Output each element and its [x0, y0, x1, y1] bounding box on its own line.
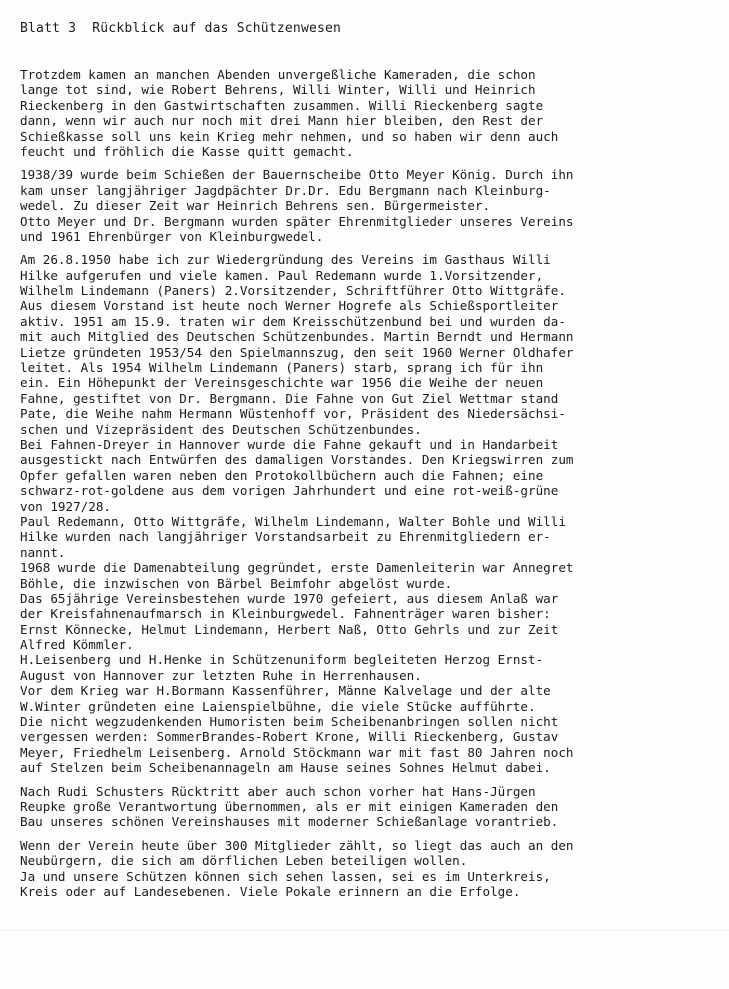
text-line: ausgestickt nach Entwürfen des damaligen Vorstandes. Den Kriegswirren zum — [20, 452, 574, 468]
paragraph — [20, 167, 720, 244]
text-line: Kreis oder auf Landesebenen. Viele Pokale erinnern an die Erfolge. — [20, 883, 521, 899]
text-line: Hilke wurden nach langjähriger Vorstandsarbeit zu Ehrenmitgliedern er- — [20, 529, 551, 545]
text-line: Bau unseres schönen Vereinshauses mit moderner Schießanlage vorantrieb. — [20, 814, 559, 830]
text-line: wedel. Zu dieser Zeit war Heinrich Behrens sen. Bürgermeister. — [20, 198, 491, 214]
text-line: Lietze gründeten 1953/54 den Spielmannszug, den seit 1960 Werner Oldhafer — [20, 344, 574, 360]
text-line: kam unser langjähriger Jagdpächter Dr.Dr. Edu Bergmann nach Kleinburg- — [20, 182, 551, 198]
text-line: schwarz-rot-goldene aus dem vorigen Jahrhundert und eine rot-weiß-grüne — [20, 483, 559, 499]
text-line: mit auch Mitglied des Deutschen Schützenbundes. Martin Berndt und Hermann — [20, 329, 574, 345]
document-body — [20, 67, 720, 907]
text-line: Paul Redemann, Otto Wittgräfe, Wilhelm Lindemann, Walter Bohle und Willi — [20, 513, 566, 529]
text-line: Trotzdem kamen an manchen Abenden unvergeßliche Kameraden, die schon — [20, 67, 536, 82]
paragraph — [20, 838, 720, 900]
text-line: und 1961 Ehrenbürger von Kleinburgwedel. — [20, 228, 324, 244]
text-line: Otto Meyer und Dr. Bergmann wurden später Ehrenmitglieder unseres Vereins — [20, 213, 574, 229]
paragraph — [20, 784, 720, 830]
text-line: Wenn der Verein heute über 300 Mitglieder zählt, so liegt das auch an den — [20, 837, 574, 853]
text-line: Böhle, die inzwischen von Bärbel Beimfohr abgelöst wurde. — [20, 575, 453, 591]
text-line: Aus diesem Vorstand ist heute noch Werner Hogrefe als Schießsportleiter — [20, 298, 559, 314]
text-line: Reupke große Verantwortung übernommen, als er mit einigen Kameraden den — [20, 798, 559, 814]
sheet-number: Blatt 3 — [20, 21, 77, 36]
text-line: Bei Fahnen-Dreyer in Hannover wurde die Fahne gekauft und in Handarbeit — [20, 436, 559, 452]
text-line: 1968 wurde die Damenabteilung gegründet, erste Damenleiterin war Annegret — [20, 560, 574, 576]
text-line: Meyer, Friedhelm Leisenberg. Arnold Stöckmann war mit fast 80 Jahren noch — [20, 744, 574, 760]
text-line: Nach Rudi Schusters Rücktritt aber auch schon vorher hat Hans-Jürgen — [20, 783, 536, 799]
text-line: leitet. Als 1954 Wilhelm Lindemann (Paners) starb, sprang ich für ihn — [20, 360, 544, 376]
text-line: dann, wenn wir auch nur noch mit drei Mann hier bleiben, den Rest der — [20, 113, 544, 129]
page-bottom-edge — [0, 930, 729, 931]
text-line: von 1927/28. — [20, 498, 111, 514]
text-line: aktiv. 1951 am 15.9. traten wir dem Kreisschützenbund bei und wurden da- — [20, 313, 566, 329]
text-line: Am 26.8.1950 habe ich zur Wiedergründung des Vereins im Gasthaus Willi — [20, 252, 551, 268]
text-line: Vor dem Krieg war H.Bormann Kassenführer, Männe Kalvelage und der alte — [20, 683, 551, 699]
text-line: Hilke aufgerufen und viele kamen. Paul Redemann wurde 1.Vorsitzender, — [20, 267, 544, 283]
text-line: 1938/39 wurde beim Schießen der Bauernscheibe Otto Meyer König. Durch ihn — [20, 167, 574, 183]
text-line: ein. Ein Höhepunkt der Vereinsgeschichte war 1956 die Weihe der neuen — [20, 375, 544, 391]
text-line: Neubürgern, die sich am dörflichen Leben beteiligen wollen. — [20, 853, 468, 869]
page-header — [20, 21, 341, 36]
text-line: W.Winter gründeten eine Laienspielbühne, die viele Stücke aufführte. — [20, 698, 536, 714]
text-line: schen und Vizepräsident des Deutschen Schützenbundes. — [20, 421, 422, 437]
text-line: Ernst Könnecke, Helmut Lindemann, Herbert Naß, Otto Gehrls und zur Zeit — [20, 621, 559, 637]
text-line: Ja und unsere Schützen können sich sehen lassen, sei es im Unterkreis, — [20, 868, 551, 884]
text-line: Fahne, gestiftet von Dr. Bergmann. Die Fahne von Gut Ziel Wettmar stand — [20, 390, 559, 406]
text-line: August von Hannover zur letzten Ruhe in Herrenhausen. — [20, 667, 422, 683]
paragraph — [20, 67, 720, 159]
text-line: Opfer gefallen waren neben den Protokollbüchern auch die Fahnen; eine — [20, 467, 544, 483]
text-line: lange tot sind, wie Robert Behrens, Willi Winter, Willi und Heinrich — [20, 82, 536, 98]
page-title: Rückblick auf das Schützenwesen — [92, 21, 342, 36]
paragraph — [20, 252, 720, 775]
text-line: feucht und fröhlich die Kasse quitt gemacht. — [20, 143, 354, 159]
text-line: Alfred Kömmler. — [20, 637, 134, 653]
text-line: Rieckenberg in den Gastwirtschaften zusammen. Willi Rieckenberg sagte — [20, 97, 544, 113]
text-line: H.Leisenberg und H.Henke in Schützenuniform begleiteten Herzog Ernst- — [20, 652, 544, 668]
text-line: Die nicht wegzudenkenden Humoristen beim Scheibenanbringen sollen nicht — [20, 714, 559, 730]
text-line: der Kreisfahnenaufmarsch in Kleinburgwedel. Fahnenträger waren bisher: — [20, 606, 551, 622]
text-line: Das 65jährige Vereinsbestehen wurde 1970 gefeiert, aus diesem Anlaß war — [20, 590, 559, 606]
text-line: Schießkasse soll uns kein Krieg mehr nehmen, und so haben wir denn auch — [20, 128, 559, 144]
text-line: vergessen werden: SommerBrandes-Robert Krone, Willi Rieckenberg, Gustav — [20, 729, 559, 745]
text-line: Pate, die Weihe nahm Hermann Wüstenhoff vor, Präsident des Niedersächsi- — [20, 406, 566, 422]
text-line: nannt. — [20, 544, 66, 560]
text-line: auf Stelzen beim Scheibenannageln am Hause seines Sohnes Helmut dabei. — [20, 760, 551, 776]
text-line: Wilhelm Lindemann (Paners) 2.Vorsitzender, Schriftführer Otto Wittgräfe. — [20, 283, 566, 299]
